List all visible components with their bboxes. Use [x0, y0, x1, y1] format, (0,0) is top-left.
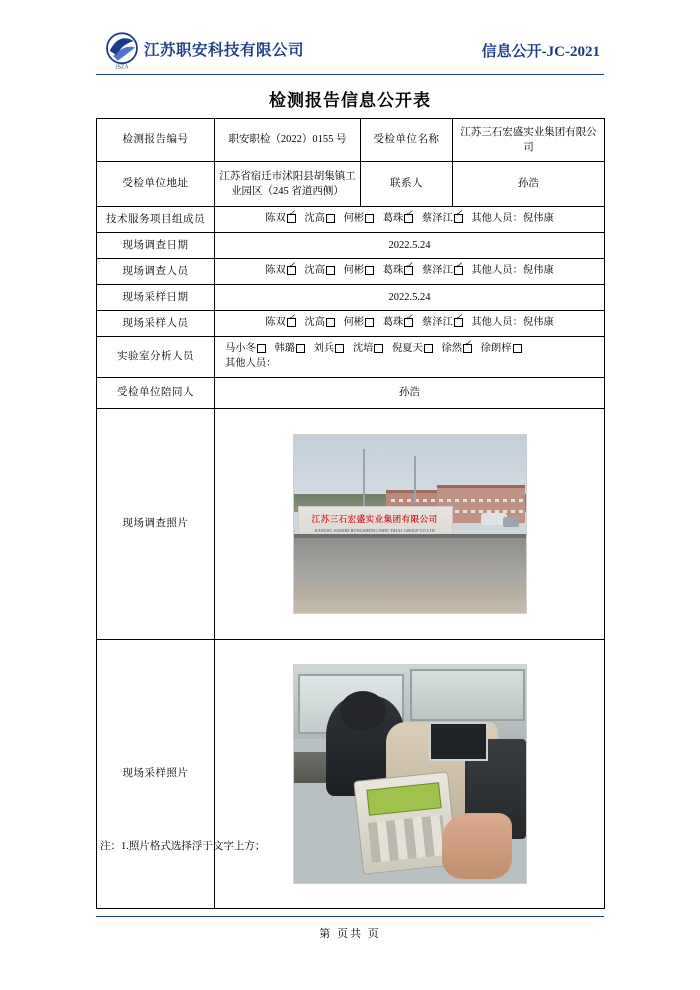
sample-people-label: 现场采样人员 — [97, 311, 215, 337]
sample-member-3: 葛珠 ✓ — [383, 317, 420, 328]
member-2: 何彬 — [344, 213, 381, 224]
photo-dirt-strip — [294, 585, 526, 613]
page-title: 检测报告信息公开表 — [269, 91, 431, 110]
team-members-value — [215, 207, 605, 233]
table-row — [97, 259, 605, 285]
sample-member-1: 沈高 — [304, 317, 341, 328]
table-row-sample-photo — [97, 640, 605, 909]
photo2-instrument-keypad — [369, 816, 447, 864]
sample-member-0-checkbox[interactable] — [287, 318, 296, 327]
photo-wall-text-cn: 江苏三石宏盛实业集团有限公司 — [311, 514, 438, 525]
escort-label: 受检单位陪同人 — [97, 378, 215, 409]
sample-member-4-checkbox[interactable] — [454, 318, 463, 327]
contact-value: 孙浩 — [453, 162, 605, 207]
table-row — [97, 207, 605, 233]
member-4: 蔡泽江 ✓ — [422, 213, 469, 224]
survey-date-value: 2022.5.24 — [215, 233, 605, 259]
photo2-monitor — [429, 722, 489, 761]
survey-member-4-checkbox[interactable] — [454, 266, 463, 275]
member-3-checkbox[interactable] — [404, 214, 413, 223]
survey-people-value — [215, 259, 605, 285]
lab-other-line: 其他人员： — [225, 358, 277, 369]
survey-photo-image — [293, 434, 527, 614]
sample-other-value: 倪伟康 — [522, 317, 554, 329]
member-4-checkbox[interactable] — [454, 214, 463, 223]
lab-member-2-checkbox[interactable] — [335, 344, 344, 353]
client-address-label: 受检单位地址 — [97, 162, 215, 207]
survey-other-value: 倪伟康 — [522, 265, 554, 277]
survey-member-0: 陈双 ✓ — [265, 265, 302, 276]
member-1: 沈高 — [304, 213, 341, 224]
lab-people-value — [215, 337, 605, 378]
footer-divider — [96, 916, 604, 917]
table-row — [97, 378, 605, 409]
table-row — [97, 285, 605, 311]
lab-member-3-checkbox[interactable] — [374, 344, 383, 353]
member-1-checkbox[interactable] — [326, 214, 335, 223]
survey-member-1: 沈高 — [304, 265, 341, 276]
photo-vehicle-2 — [503, 517, 519, 527]
report-no-value: 职安职检（2022）0155 号 — [215, 119, 361, 162]
header-divider — [96, 74, 604, 75]
table-row — [97, 337, 605, 378]
photo-wall-text-en: JIANGSU SANSHI HONGSHENG INDU TRIAL GROUP CO LTD — [314, 527, 435, 533]
lab-member-1-checkbox[interactable] — [296, 344, 305, 353]
survey-member-3: 葛珠 ✓ — [383, 265, 420, 276]
lab-member-5: 徐然 ✓ — [441, 343, 478, 354]
survey-members-line — [219, 264, 600, 279]
photo-window-row-1 — [391, 499, 526, 502]
survey-other-label: 其他人员： — [471, 265, 523, 277]
survey-member-4: 蔡泽江 ✓ — [422, 265, 469, 276]
survey-member-2-checkbox[interactable] — [365, 266, 374, 275]
photo-pole-2 — [414, 456, 416, 502]
member-0-checkbox[interactable] — [287, 214, 296, 223]
photo2-worker-head — [340, 691, 386, 731]
members-line-1 — [219, 212, 600, 227]
page-number: 第 页共 页 — [319, 928, 381, 940]
survey-photo-cell — [215, 409, 605, 640]
client-name-value: 江苏三石宏盛实业集团有限公司 — [453, 119, 605, 162]
document-header — [96, 28, 604, 76]
sample-member-3-checkbox[interactable] — [404, 318, 413, 327]
survey-photo-label: 现场调查照片 — [97, 409, 215, 640]
sample-date-value: 2022.5.24 — [215, 285, 605, 311]
sample-photo-cell — [215, 640, 605, 909]
company-name: 江苏职安科技有限公司 — [144, 42, 305, 59]
escort-value: 孙浩 — [215, 378, 605, 409]
client-name-label: 受检单位名称 — [361, 119, 453, 162]
lab-member-3: 沈培 — [353, 343, 390, 354]
table-row — [97, 311, 605, 337]
survey-member-1-checkbox[interactable] — [326, 266, 335, 275]
lab-member-2: 刘兵 — [314, 343, 351, 354]
photo2-instrument-screen — [367, 783, 442, 816]
client-address-value: 江苏省宿迁市沭阳县胡集镇工业园区（245 省道西侧） — [215, 162, 361, 207]
lab-member-4: 倪夏天 — [392, 343, 439, 354]
lab-member-0: 马小冬 — [225, 343, 272, 354]
table-note: 注：1.照片格式选择浮于文字上方； — [100, 841, 266, 852]
sample-member-1-checkbox[interactable] — [326, 318, 335, 327]
sample-member-4: 蔡泽江 ✓ — [422, 317, 469, 328]
members-other-value: 倪伟康 — [522, 213, 554, 225]
lab-member-1: 韩璐 — [274, 343, 311, 354]
lab-member-6: 徐朗梓 — [481, 343, 528, 354]
company-logo-icon — [100, 28, 144, 72]
info-table — [96, 118, 605, 909]
photo2-hand — [442, 813, 512, 878]
photo2-window-right — [410, 669, 525, 721]
table-row — [97, 119, 605, 162]
survey-people-label: 现场调查人员 — [97, 259, 215, 285]
survey-date-label: 现场调查日期 — [97, 233, 215, 259]
sample-photo-image — [293, 664, 527, 884]
sample-other-label: 其他人员： — [471, 317, 523, 329]
lab-member-5-checkbox[interactable] — [463, 344, 472, 353]
lab-member-4-checkbox[interactable] — [424, 344, 433, 353]
member-3: 葛珠 ✓ — [383, 213, 420, 224]
sample-members-line — [219, 316, 600, 331]
member-0: 陈双 ✓ — [265, 213, 302, 224]
lab-member-0-checkbox[interactable] — [257, 344, 266, 353]
sheet — [96, 0, 604, 990]
team-members-label: 技术服务项目组成员 — [97, 207, 215, 233]
survey-member-2: 何彬 — [344, 265, 381, 276]
members-other-label: 其他人员： — [471, 213, 523, 225]
sample-member-2-checkbox[interactable] — [365, 318, 374, 327]
table-row — [97, 162, 605, 207]
member-2-checkbox[interactable] — [365, 214, 374, 223]
sample-member-2: 何彬 — [344, 317, 381, 328]
contact-label: 联系人 — [361, 162, 453, 207]
lab-member-6-checkbox[interactable] — [513, 344, 522, 353]
lab-members-line — [219, 342, 600, 357]
svg-text:JSZA: JSZA — [115, 64, 129, 71]
table-row — [97, 233, 605, 259]
photo-pole-1 — [363, 449, 365, 510]
table-row-survey-photo — [97, 409, 605, 640]
sample-photo-label: 现场采样照片 — [97, 640, 215, 909]
lab-people-label: 实验室分析人员 — [97, 337, 215, 378]
sample-people-value — [215, 311, 605, 337]
document-code: 信息公开-JC-2021 — [481, 44, 600, 60]
sample-date-label: 现场采样日期 — [97, 285, 215, 311]
sample-member-0: 陈双 ✓ — [265, 317, 302, 328]
survey-member-0-checkbox[interactable] — [287, 266, 296, 275]
report-no-label: 检测报告编号 — [97, 119, 215, 162]
survey-member-3-checkbox[interactable] — [404, 266, 413, 275]
